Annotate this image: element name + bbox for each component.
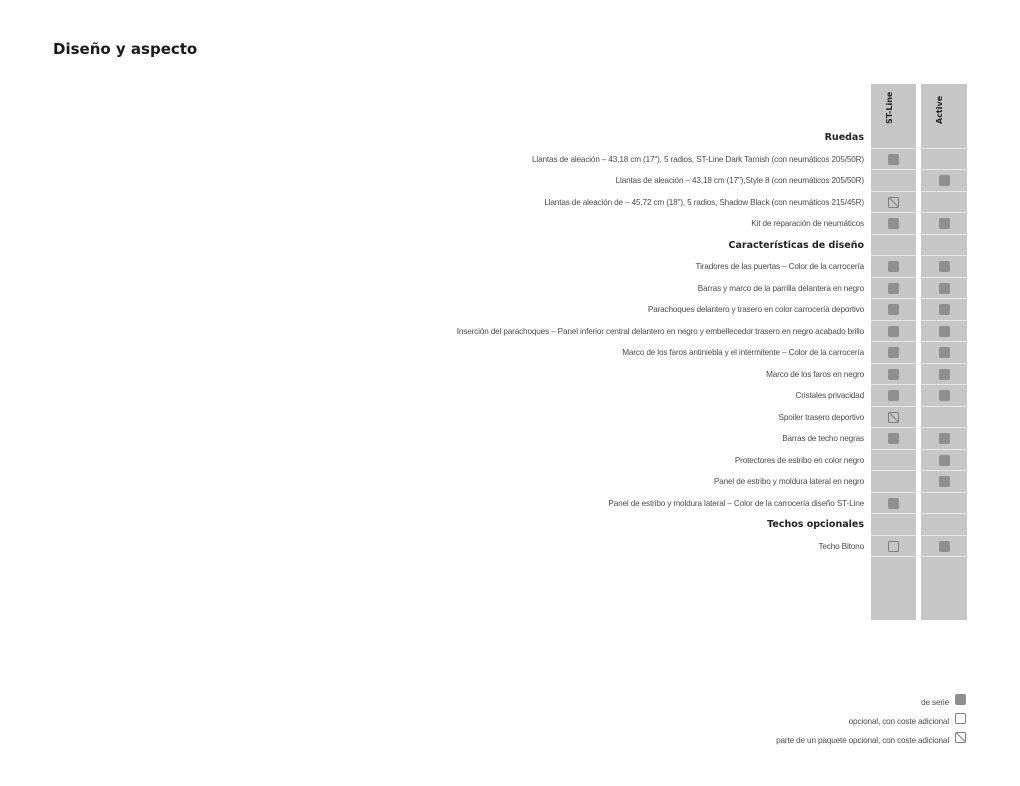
- table-row: [0, 536, 1020, 558]
- optional-icon: [888, 541, 899, 552]
- table-row: [0, 278, 1020, 300]
- standard-icon: [888, 347, 899, 358]
- standard-icon: [939, 369, 950, 380]
- package-icon: [888, 197, 899, 208]
- standard-icon: [888, 326, 899, 337]
- table-row: [0, 192, 1020, 214]
- feature-label: Marco de los faros antiniebla y el intermitente – Color de la carrocería: [622, 348, 864, 357]
- feature-label: Spoiler trasero deportivo: [778, 412, 864, 422]
- standard-icon: [888, 369, 899, 380]
- feature-label: Llantas de aleación – 43,18 cm (17"), 5 radios, ST-Line Dark Tarnish (con neumáticos 205/50R): [532, 154, 864, 164]
- standard-icon: [939, 218, 950, 229]
- legend-label: parte de un paquete opcional, con coste adicional: [776, 736, 949, 745]
- feature-label: Barras y marco de la parrilla delantera en negro: [697, 283, 864, 293]
- standard-icon: [939, 455, 950, 466]
- feature-label: Panel de estribo y moldura lateral – Color de la carrocería diseño ST-Line: [608, 498, 864, 508]
- feature-label: Cristales privacidad: [795, 391, 864, 400]
- feature-label: Barras de techo negras: [782, 434, 864, 443]
- standard-icon: [888, 283, 899, 294]
- section-header: [0, 235, 1020, 257]
- feature-label: Protectores de estribo en color negro: [734, 455, 864, 465]
- standard-icon: [888, 433, 899, 444]
- standard-icon: [888, 304, 899, 315]
- section-header: [0, 127, 1020, 149]
- table-row: [0, 342, 1020, 364]
- section-title: Techos opcionales: [767, 519, 864, 530]
- package-icon: [888, 412, 899, 423]
- feature-table: [0, 127, 1020, 557]
- row-divider-gap: [916, 556, 921, 557]
- section-header: [0, 514, 1020, 536]
- table-row: [0, 149, 1020, 171]
- table-row: [0, 256, 1020, 278]
- page-title: Diseño y aspecto: [53, 40, 198, 58]
- standard-icon: [939, 283, 950, 294]
- feature-label: Techo Bitono: [818, 541, 864, 551]
- standard-icon: [939, 433, 950, 444]
- table-row: [0, 450, 1020, 472]
- standard-icon: [939, 390, 950, 401]
- table-row: [0, 299, 1020, 321]
- standard-icon: [888, 218, 899, 229]
- column-header-st-line: ST-Line: [885, 91, 894, 124]
- table-row: [0, 407, 1020, 429]
- standard-icon: [888, 390, 899, 401]
- standard-icon: [955, 694, 966, 705]
- feature-label: Parachoques delantero y trasero en color carrocería deportivo: [647, 305, 864, 314]
- feature-label: Marco de los faros en negro: [766, 369, 864, 379]
- standard-icon: [939, 175, 950, 186]
- feature-label: Kit de reparación de neumáticos: [751, 219, 864, 228]
- standard-icon: [939, 326, 950, 337]
- feature-label: Llantas de aleación – 43,18 cm (17"),Style 8 (con neumáticos 205/50R): [615, 176, 864, 185]
- standard-icon: [888, 498, 899, 509]
- package-icon: [955, 732, 966, 743]
- standard-icon: [888, 261, 899, 272]
- optional-icon: [955, 713, 966, 724]
- table-row: [0, 493, 1020, 515]
- legend-item: [776, 730, 966, 749]
- standard-icon: [939, 476, 950, 487]
- legend-label: opcional, con coste adicional: [848, 717, 949, 726]
- table-row: [0, 364, 1020, 386]
- standard-icon: [939, 304, 950, 315]
- legend-item: [776, 692, 966, 711]
- table-row: [0, 170, 1020, 192]
- feature-label: Panel de estribo y moldura lateral en negro: [713, 477, 864, 486]
- feature-label: Inserción del parachoques – Panel inferior central delantero en negro y embellecedor trasero en negro acabado brillo: [456, 326, 864, 336]
- table-row: [0, 321, 1020, 343]
- table-row: [0, 471, 1020, 493]
- standard-icon: [939, 541, 950, 552]
- legend: [776, 692, 966, 749]
- standard-icon: [939, 347, 950, 358]
- table-row: [0, 385, 1020, 407]
- feature-label: Llantas de aleación de – 45,72 cm (18"), 5 radios, Shadow Black (con neumáticos 215/45R): [544, 197, 864, 207]
- column-header-active: Active: [935, 95, 944, 124]
- legend-label: de serie: [921, 698, 949, 707]
- table-row: [0, 428, 1020, 450]
- feature-label: Tiradores de las puertas – Color de la carrocería: [695, 262, 864, 271]
- legend-item: [776, 711, 966, 730]
- table-row: [0, 213, 1020, 235]
- standard-icon: [888, 154, 899, 165]
- section-title: Ruedas: [824, 132, 864, 143]
- standard-icon: [939, 261, 950, 272]
- section-title: Características de diseño: [728, 239, 864, 251]
